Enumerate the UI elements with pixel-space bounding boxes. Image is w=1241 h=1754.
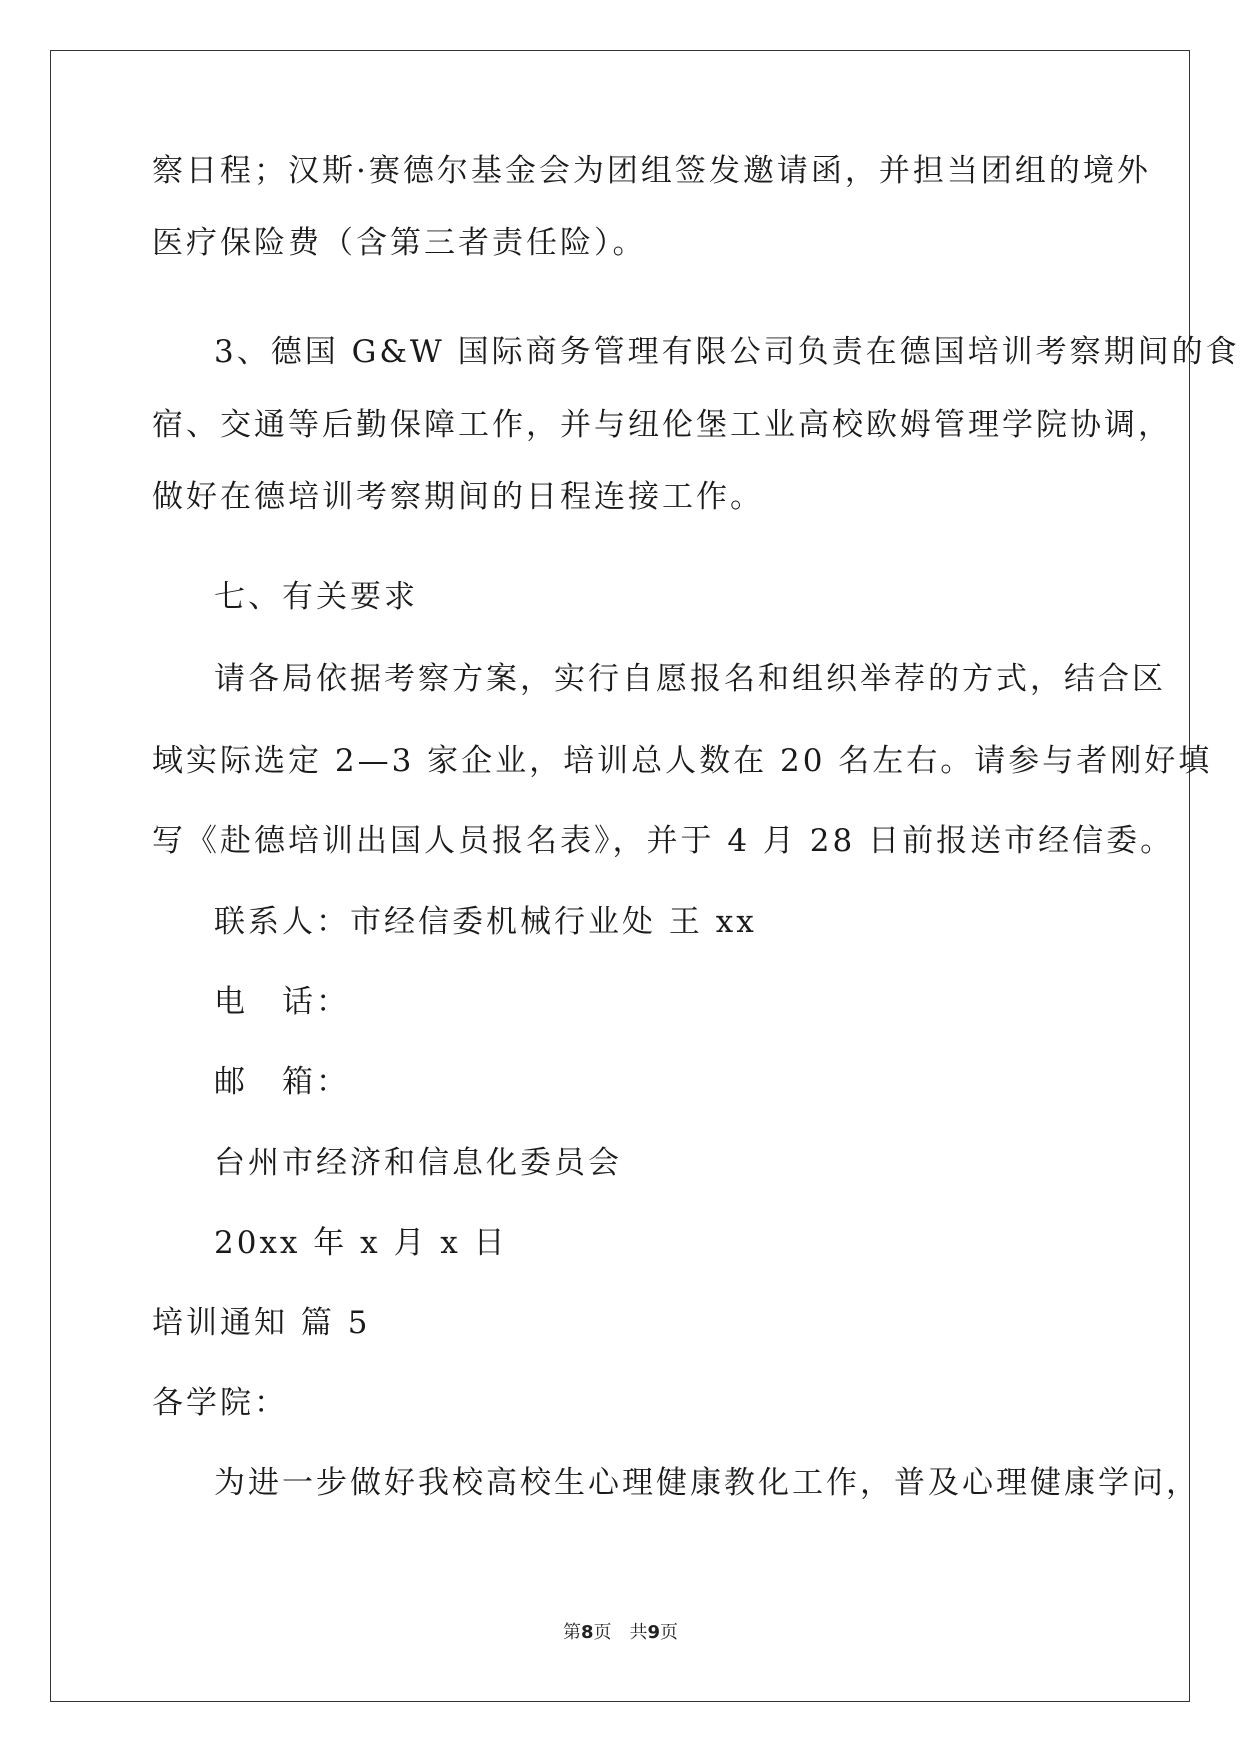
text-line-7: 请各局依据考察方案，实行自愿报名和组织举荐的方式，结合区 <box>214 661 1166 697</box>
text-line-2: 医疗保险费（含第三者责任险）。 <box>152 225 647 261</box>
text-line-17: 为进一步做好我校高校生心理健康教化工作，普及心理健康学问， <box>214 1465 1200 1501</box>
text-line-8: 域实际选定 2—3 家企业，培训总人数在 20 名左右。请参与者刚好填 <box>152 743 1213 779</box>
text-line-5: 做好在德培训考察期间的日程连接工作。 <box>152 479 764 515</box>
page-current: 8 <box>580 1622 594 1643</box>
page-total: 9 <box>647 1622 661 1643</box>
contact-person: 联系人：市经信委机械行业处 王 xx <box>214 904 757 940</box>
total-unit: 页 <box>660 1622 679 1643</box>
text-line-9: 写《赴德培训出国人员报名表》，并于 4 月 28 日前报送市经信委。 <box>152 823 1175 859</box>
section-heading: 七、有关要求 <box>214 579 418 615</box>
page-footer <box>0 1618 1241 1644</box>
issuer: 台州市经济和信息化委员会 <box>214 1145 622 1181</box>
page-unit: 页 <box>593 1622 612 1643</box>
salutation: 各学院： <box>152 1385 288 1421</box>
page-prefix: 第 <box>562 1622 581 1643</box>
page-border <box>50 50 1190 1702</box>
contact-email: 邮 箱： <box>214 1064 350 1100</box>
issue-date: 20xx 年 x 月 x 日 <box>214 1225 508 1261</box>
text-line-1: 察日程；汉斯·赛德尔基金会为团组签发邀请函，并担当团组的境外 <box>152 153 1151 189</box>
total-prefix: 共 <box>629 1622 648 1643</box>
notice-title: 培训通知 篇 5 <box>152 1305 371 1341</box>
contact-phone: 电 话： <box>214 984 350 1020</box>
text-line-3: 3、德国 G&W 国际商务管理有限公司负责在德国培训考察期间的食 <box>214 334 1240 370</box>
text-line-4: 宿、交通等后勤保障工作，并与纽伦堡工业高校欧姆管理学院协调， <box>152 407 1172 443</box>
